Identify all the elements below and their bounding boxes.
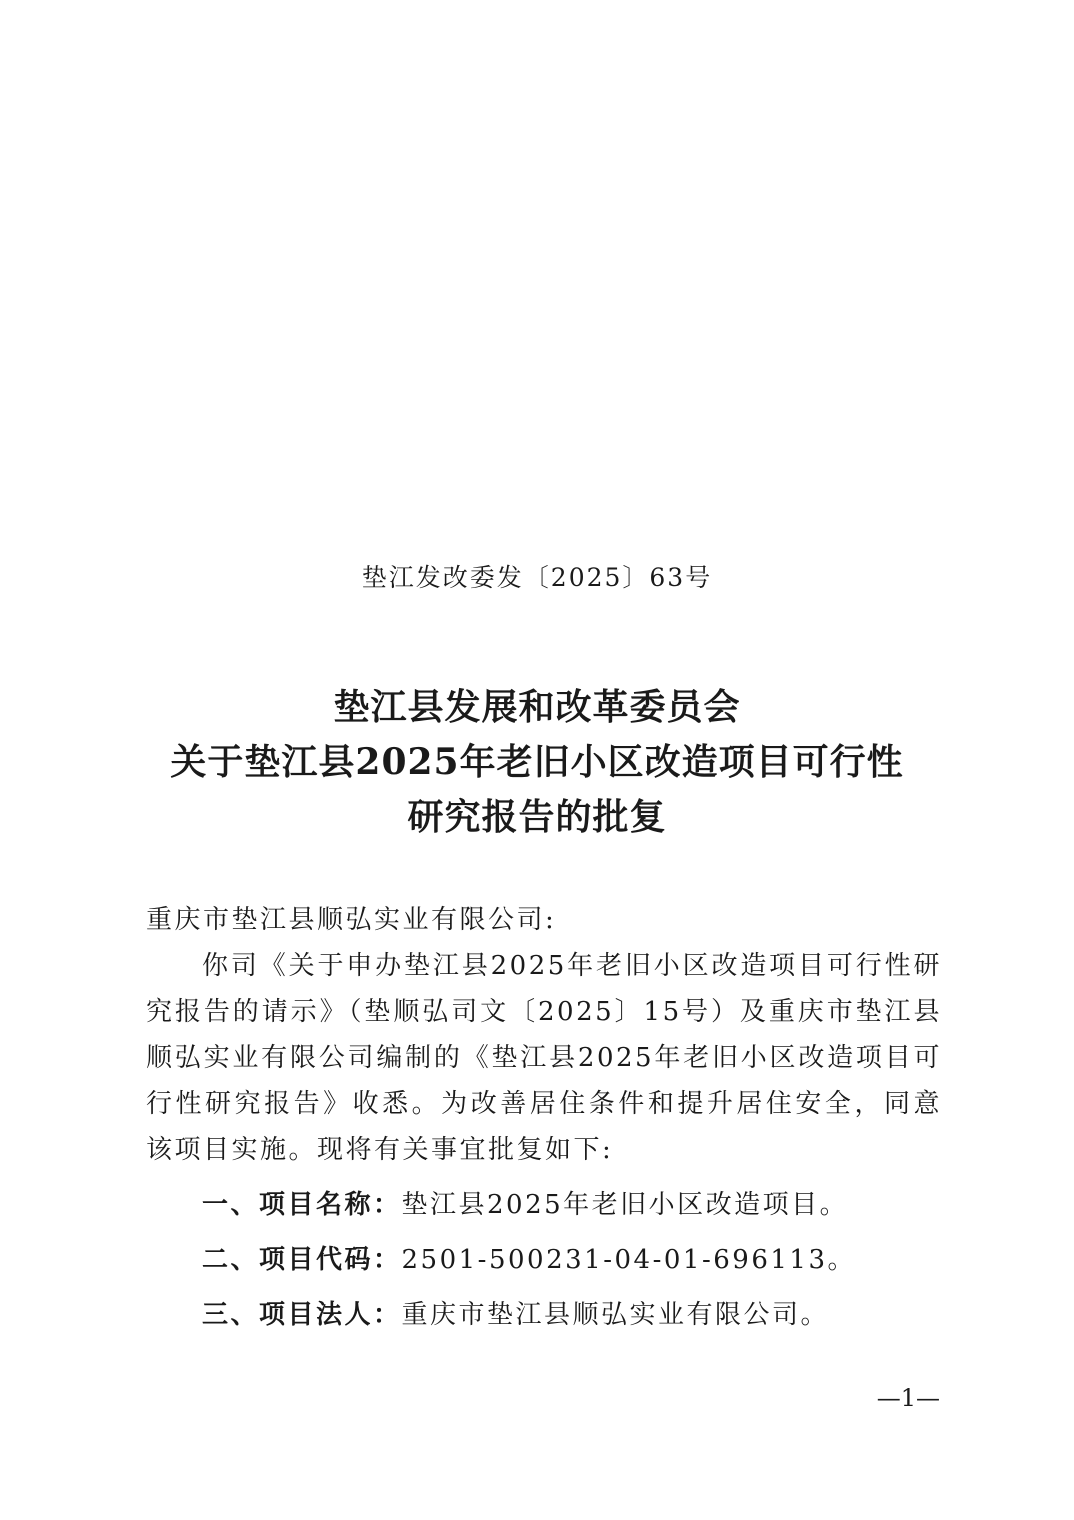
item-heading: 二、项目代码： xyxy=(202,1245,402,1275)
title-line-1: 垫江县发展和改革委员会 xyxy=(333,686,741,728)
document-body xyxy=(146,897,942,1338)
item-heading: 一、项目名称： xyxy=(202,1190,402,1220)
body-paragraph: 你司《关于申办垫江县2025年老旧小区改造项目可行性研究报告的请示》（垫顺弘司文〔2025〕15号）及重庆市垫江县顺弘实业有限公司编制的《垫江县2025年老旧小区改造项目可行性研究报告》收悉。为改善居住条件和提升居住安全，同意该项目实施。现将有关事宜批复如下: xyxy=(146,951,942,1165)
page-number: —1— xyxy=(876,1384,940,1412)
document-number: 垫江发改委发〔2025〕63号 xyxy=(361,563,713,592)
item-heading: 三、项目法人： xyxy=(202,1300,402,1330)
item-project-legal-person xyxy=(146,1292,942,1338)
salutation: 重庆市垫江县顺弘实业有限公司: xyxy=(146,905,557,935)
item-text: 2501-500231-04-01-696113。 xyxy=(401,1245,856,1275)
title-line-2: 关于垫江县2025年老旧小区改造项目可行性 xyxy=(170,741,904,783)
item-project-name xyxy=(146,1182,942,1228)
document-title xyxy=(0,680,1074,845)
title-line-3: 研究报告的批复 xyxy=(407,796,667,838)
item-text: 重庆市垫江县顺弘实业有限公司。 xyxy=(401,1300,830,1330)
item-text: 垫江县2025年老旧小区改造项目。 xyxy=(401,1190,849,1220)
item-project-code xyxy=(146,1237,942,1283)
